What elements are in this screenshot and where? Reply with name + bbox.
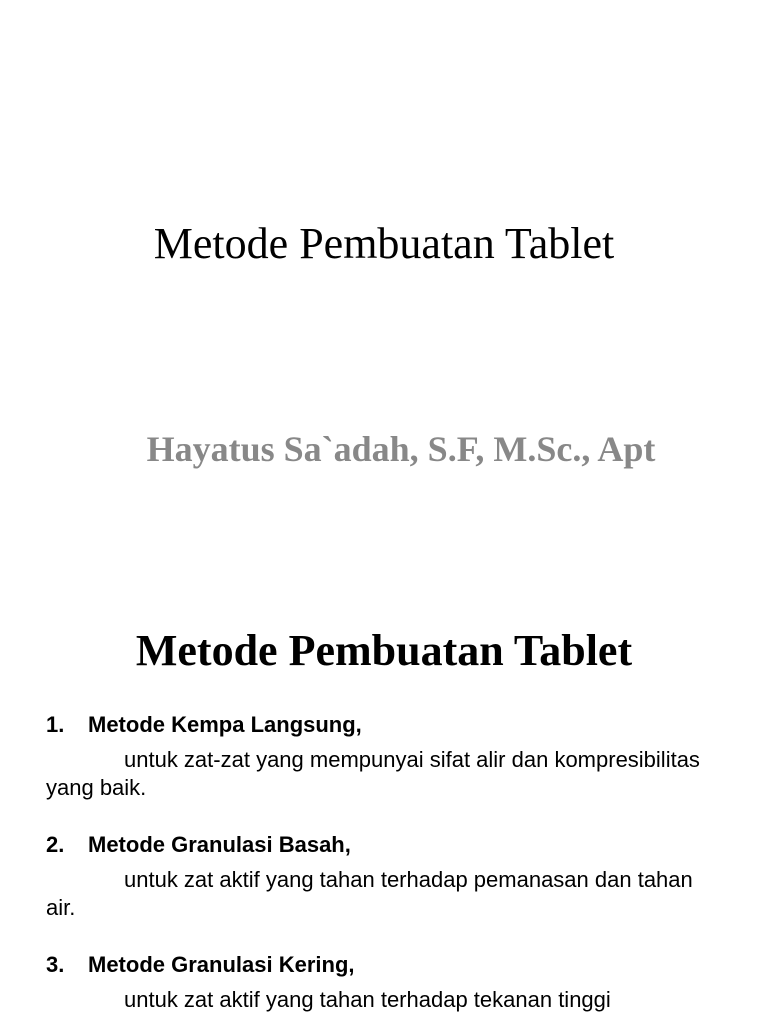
method-heading	[46, 710, 728, 740]
list-item	[46, 830, 728, 922]
method-list	[46, 710, 728, 1024]
method-name: Metode Granulasi Basah,	[88, 832, 351, 857]
method-description: untuk zat aktif yang tahan terhadap pemanasan dan tahan air.	[46, 867, 693, 920]
methods-heading: Metode Pembuatan Tablet	[135, 626, 633, 675]
method-heading	[46, 950, 728, 980]
method-name: Metode Kempa Langsung,	[88, 712, 362, 737]
slide-methods	[0, 570, 768, 1024]
method-description: untuk zat aktif yang tahan terhadap tekanan tinggi	[124, 987, 611, 1012]
method-number: 3.	[46, 952, 65, 977]
list-item	[46, 950, 728, 1014]
method-description: untuk zat-zat yang mempunyai sifat alir dan kompresibilitas yang baik.	[46, 747, 700, 800]
method-heading	[46, 830, 728, 860]
method-name: Metode Granulasi Kering,	[88, 952, 355, 977]
list-item	[46, 710, 728, 802]
slide-title-heading: Metode Pembuatan Tablet	[153, 219, 615, 268]
method-number: 1.	[46, 712, 65, 737]
method-number: 2.	[46, 832, 65, 857]
author-name: Hayatus Sa`adah, S.F, M.Sc., Apt	[146, 429, 656, 469]
